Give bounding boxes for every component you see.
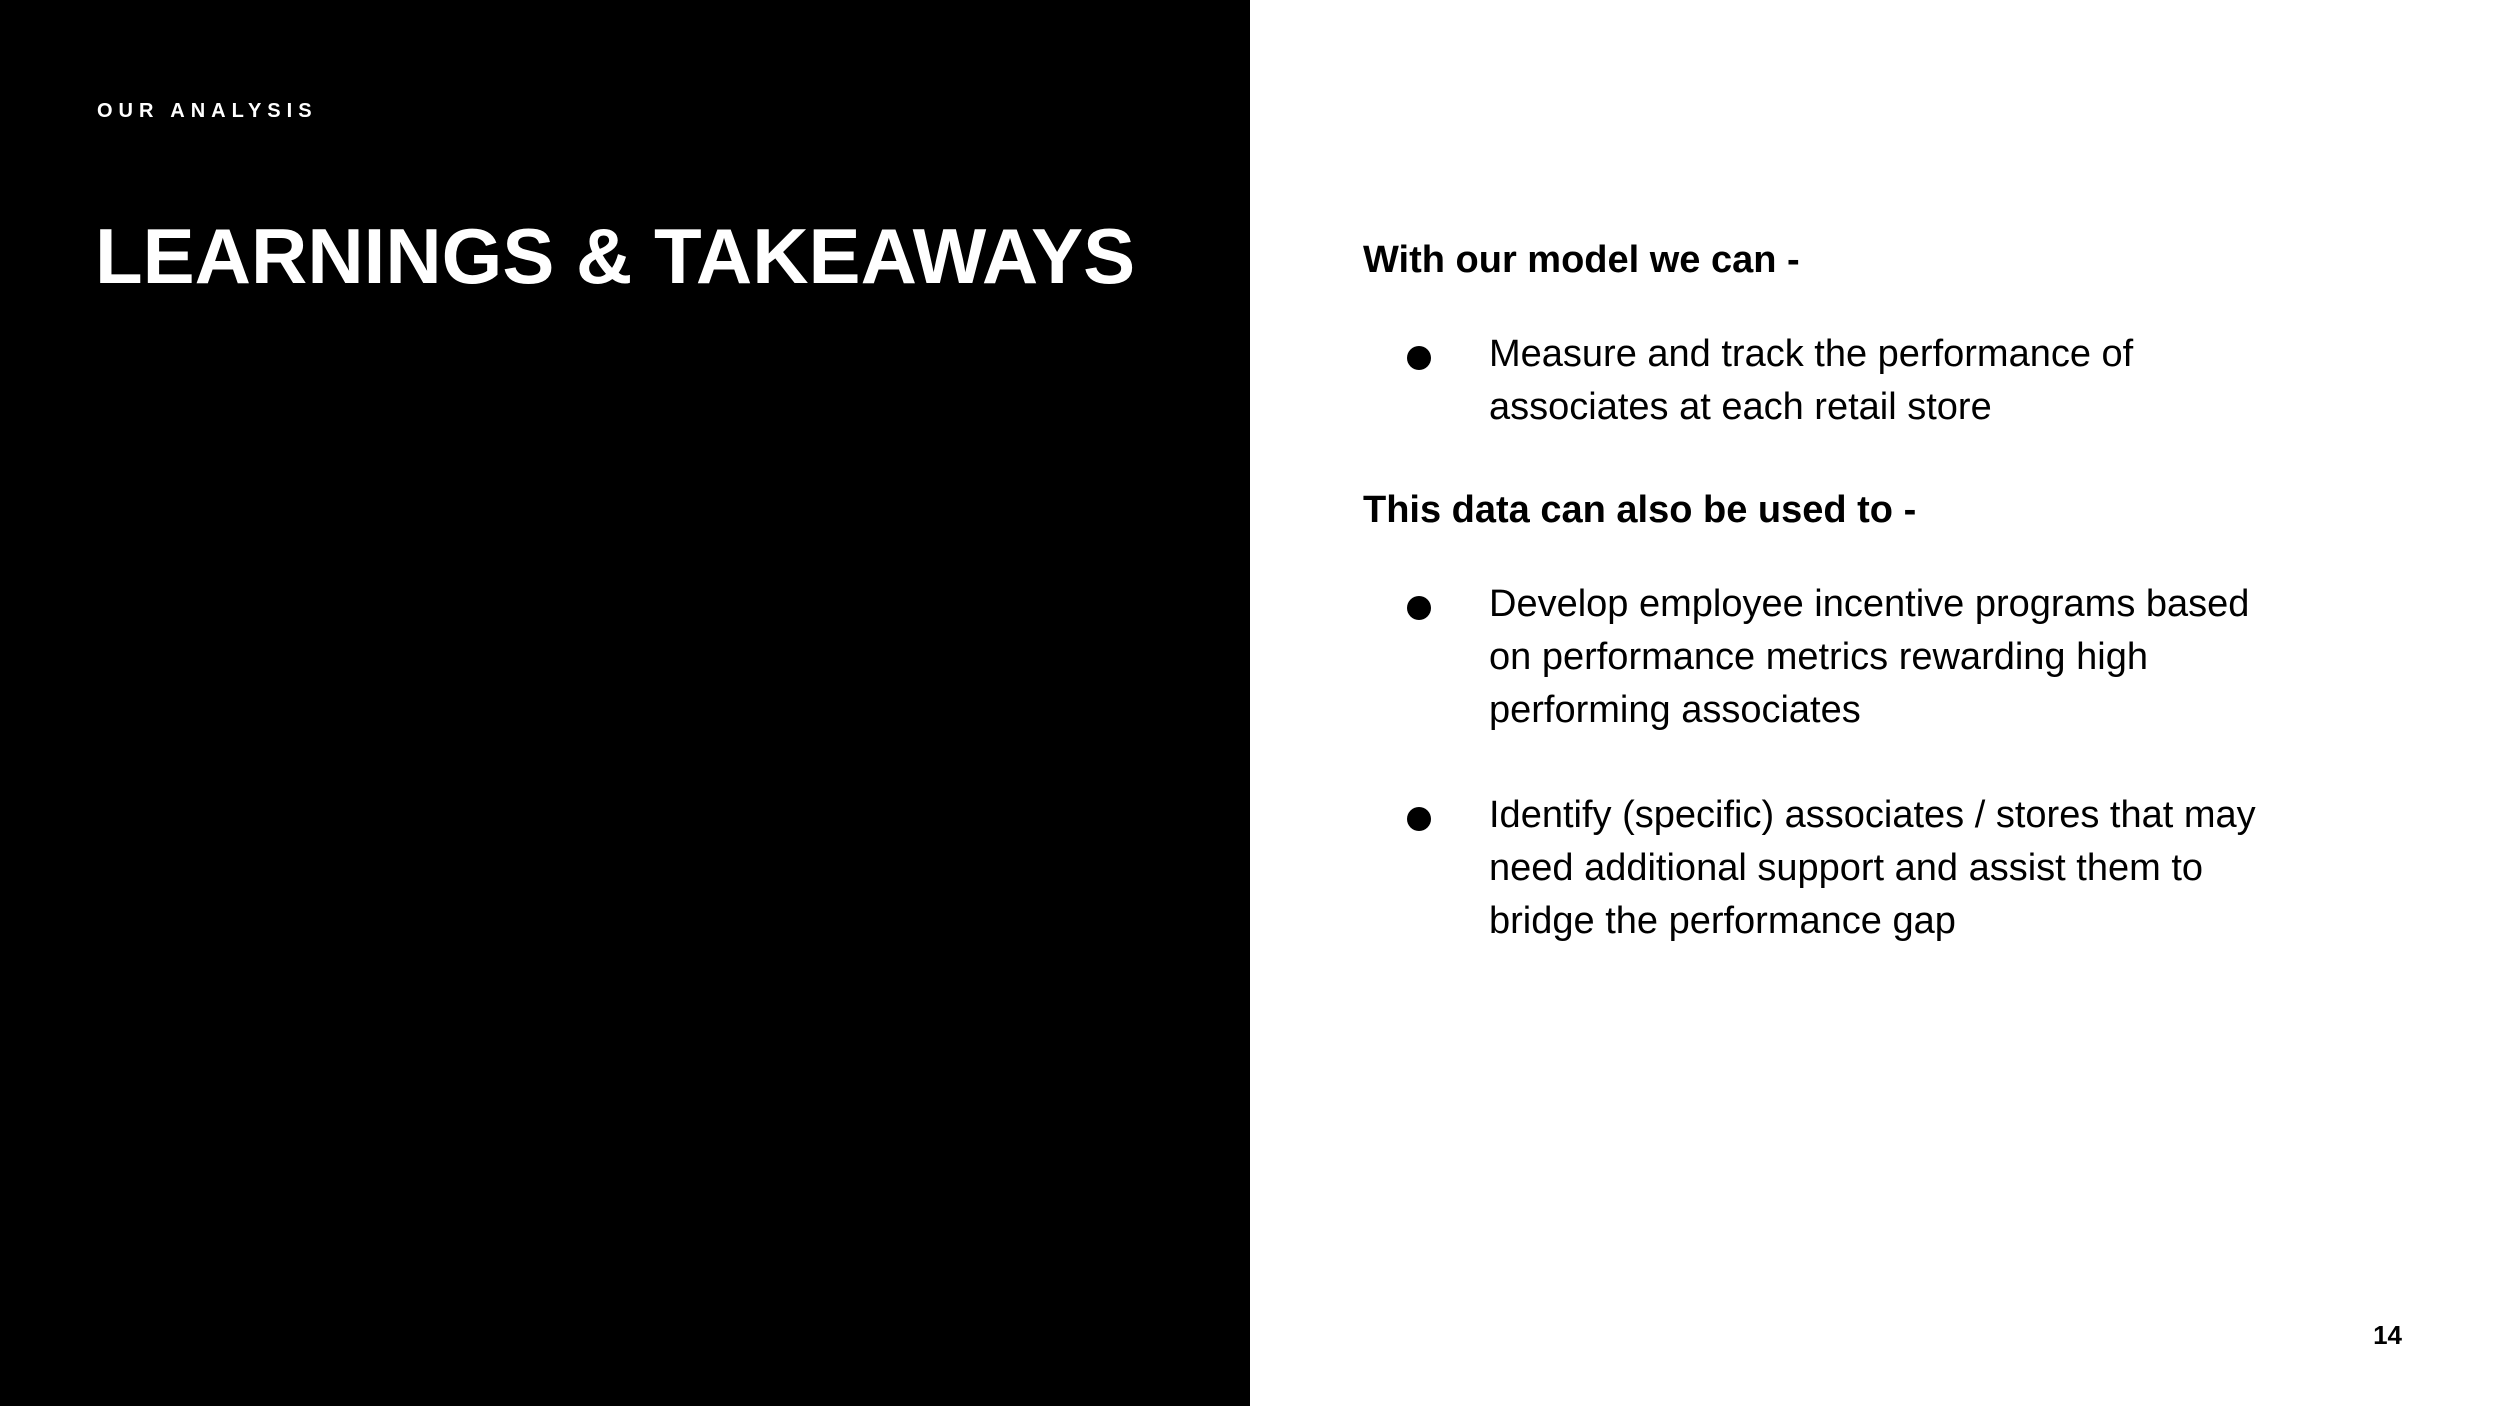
bullet-text: Develop employee incentive programs based on performance metrics rewarding high performing associates (1489, 583, 2250, 731)
list-item (1363, 328, 2343, 434)
page-number: 14 (2373, 1320, 2402, 1350)
list-item (1363, 578, 2343, 737)
section-eyebrow: OUR ANALYSIS (97, 100, 318, 122)
section-heading-data-uses: This data can also be used to - (1363, 489, 1917, 531)
bullet-text: Measure and track the performance of associates at each retail store (1489, 333, 2134, 428)
right-content (1363, 232, 2343, 996)
list-item (1363, 789, 2343, 948)
bullet-list-data-uses (1363, 578, 2343, 948)
bullet-list-model (1363, 328, 2343, 434)
bullet-dot-icon (1407, 807, 1431, 831)
bullet-text: Identify (specific) associates / stores that may need additional support and assist them to bridge the performance gap (1489, 794, 2256, 942)
bullet-dot-icon (1407, 596, 1431, 620)
bullet-dot-icon (1407, 346, 1431, 370)
section-heading-model: With our model we can - (1363, 239, 1800, 281)
slide-title: LEARNINGS & TAKEAWAYS (95, 212, 1136, 300)
